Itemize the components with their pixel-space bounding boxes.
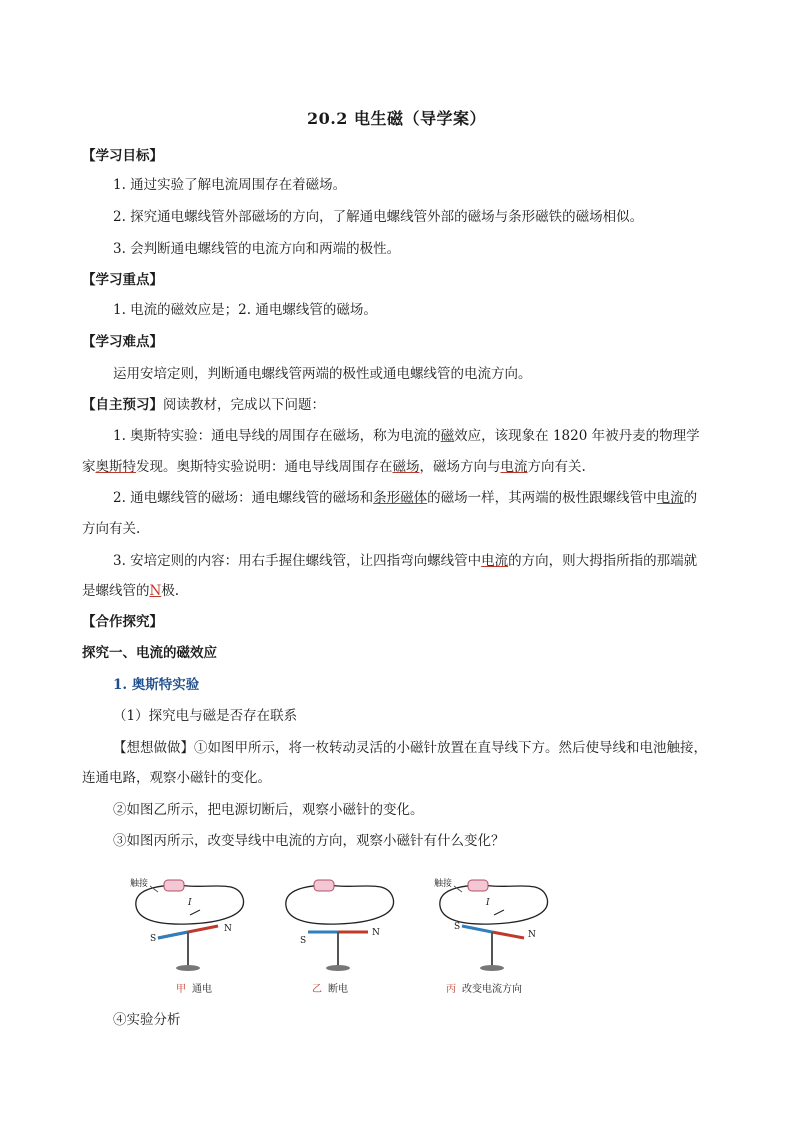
preview-text: 的: [683, 490, 698, 506]
explore-1-heading: 探究一、电流的磁效应: [82, 645, 217, 661]
figure-yi-drawing: [278, 868, 408, 983]
preview-text: 的磁场一样，其两端的极性跟螺线管中: [427, 490, 657, 506]
south-pole-label: S: [150, 934, 157, 944]
figure-yi-caption: [312, 980, 348, 995]
goal-item-3: 3. 会判断通电螺线管的电流方向和两端的极性。: [113, 241, 401, 257]
preview-text: 2. 通电螺线管的磁场：通电螺线管的磁场和: [113, 490, 374, 506]
north-pole-label: N: [528, 930, 536, 940]
think-do-line1: 【想想做做】①如图甲所示，将一枚转动灵活的小磁针放置在直导线下方。然后使导线和电池触接，: [113, 740, 707, 756]
preview-text: 极.: [161, 583, 180, 599]
preview-p1-line2: [82, 457, 586, 477]
preview-heading: 【自主预习】: [82, 397, 163, 413]
current-label: I: [188, 898, 192, 908]
contact-label: 触接: [130, 879, 149, 889]
preview-p1-line1: [113, 426, 700, 446]
step-2: ②如图乙所示，把电源切断后，观察小磁针的变化。: [113, 802, 424, 818]
south-pole-label: S: [300, 936, 307, 946]
figure-caption-text: 断电: [328, 984, 348, 995]
north-pole-label: N: [372, 928, 380, 938]
figure-bing: [432, 868, 562, 998]
goal-item-2: 2. 探究通电螺线管外部磁场的方向，了解通电螺线管外部的磁场与条形磁铁的磁场相似。: [113, 209, 644, 225]
preview-text: 家: [82, 459, 96, 475]
preview-p2-line2: 方向有关.: [82, 521, 141, 537]
answer-blank: 磁场: [392, 459, 420, 475]
key-heading: 【学习重点】: [82, 272, 163, 288]
figure-mark: 丙: [446, 984, 456, 995]
south-pole-label: S: [454, 922, 461, 932]
difficulty-heading: 【学习难点】: [82, 334, 163, 350]
answer-blank: 条形磁体: [373, 490, 428, 506]
preview-p3-line1: [113, 551, 697, 571]
preview-text: 发现。奥斯特实验说明：通电导线周围存在: [136, 459, 393, 475]
answer-blank: 电流: [481, 553, 509, 569]
question-1: （1）探究电与磁是否存在联系: [113, 708, 298, 724]
preview-text: 的方向，则大拇指所指的那端就: [508, 553, 698, 569]
difficulty-text: 运用安培定则，判断通电螺线管两端的极性或通电螺线管的电流方向。: [113, 366, 532, 382]
figure-mark: 甲: [176, 984, 186, 995]
figure-bing-caption: [446, 980, 522, 995]
figure-jia-caption: [176, 980, 212, 995]
step-4: ④实验分析: [113, 1012, 181, 1028]
think-do-line2: 连通电路，观察小磁针的变化。: [82, 770, 271, 786]
preview-p3-line2: [82, 581, 179, 601]
figure-caption-text: 改变电流方向: [462, 984, 522, 995]
figure-mark: 乙: [312, 984, 322, 995]
answer-blank: 电流: [656, 490, 684, 506]
figure-jia: [128, 868, 258, 998]
answer-blank: N: [149, 583, 162, 599]
preview-p2-line1: [113, 488, 697, 508]
current-label: I: [486, 898, 490, 908]
preview-intro: 阅读教材，完成以下问题：: [163, 397, 325, 413]
preview-text: 方向有关.: [527, 459, 586, 475]
coop-heading: 【合作探究】: [82, 614, 163, 630]
preview-text: ，磁场方向与: [419, 459, 501, 475]
page-title: 20.2 电生磁（导学案）: [306, 109, 487, 128]
contact-label: 触接: [434, 879, 453, 889]
preview-text: 是螺线管的: [82, 583, 150, 599]
preview-line: [82, 395, 325, 415]
north-pole-label: N: [224, 924, 232, 934]
answer-blank: 磁: [440, 428, 455, 444]
goal-item-1: 1. 通过实验了解电流周围存在着磁场。: [113, 177, 347, 193]
goals-heading: 【学习目标】: [82, 148, 163, 164]
oersted-subheading: 1. 奥斯特实验: [113, 677, 200, 693]
figure-caption-text: 通电: [192, 984, 212, 995]
preview-text: 3. 安培定则的内容：用右手握住螺线管，让四指弯向螺线管中: [113, 553, 482, 569]
step-3: ③如图丙所示，改变导线中电流的方向，观察小磁针有什么变化？: [113, 833, 505, 849]
key-text: 1. 电流的磁效应是；2. 通电螺线管的磁场。: [113, 302, 377, 318]
figure-yi: [278, 868, 408, 998]
answer-blank: 奥斯特: [95, 459, 136, 475]
answer-blank: 电流: [500, 459, 528, 475]
preview-text: 效应，该现象在 1820 年被丹麦的物理学: [454, 428, 700, 444]
preview-text: 1. 奥斯特实验：通电导线的周围存在磁场，称为电流的: [113, 428, 441, 444]
